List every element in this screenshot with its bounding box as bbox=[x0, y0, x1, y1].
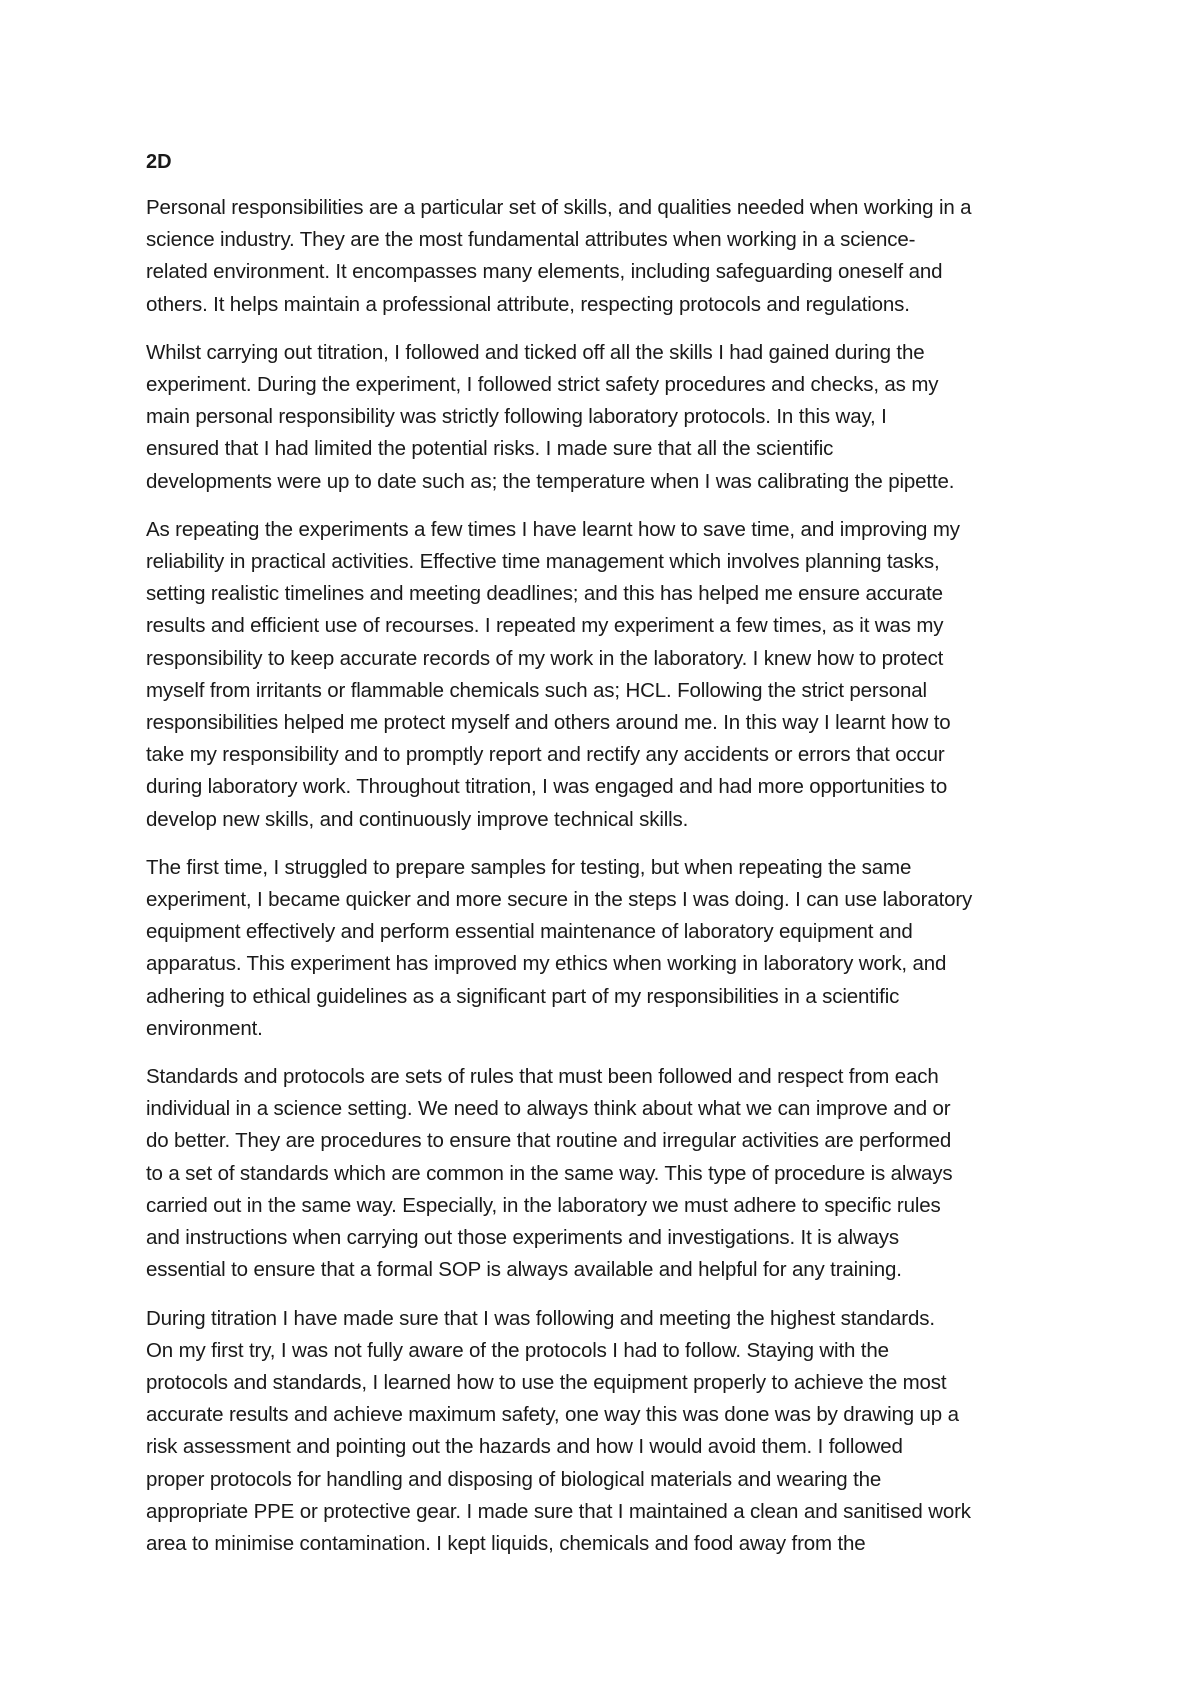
paragraph bbox=[146, 1303, 1070, 1561]
text-line: appropriate PPE or protective gear. I made sure that I maintained a clean and sanitised work bbox=[146, 1499, 971, 1523]
text-line: develop new skills, and continuously improve technical skills. bbox=[146, 807, 689, 831]
text-line: do better. They are procedures to ensure that routine and irregular activities are performed bbox=[146, 1129, 952, 1153]
text-line: science industry. They are the most fundamental attributes when working in a science- bbox=[146, 228, 916, 252]
text-line: equipment effectively and perform essential maintenance of laboratory equipment and bbox=[146, 920, 913, 944]
text-line: related environment. It encompasses many elements, including safeguarding oneself and bbox=[146, 260, 943, 284]
text-line: main personal responsibility was strictly following laboratory protocols. In this way, I bbox=[146, 405, 887, 429]
text-line: area to minimise contamination. I kept liquids, chemicals and food away from the bbox=[146, 1531, 866, 1555]
text-line: to a set of standards which are common in the same way. This type of procedure is always bbox=[146, 1161, 953, 1185]
text-line: responsibility to keep accurate records of my work in the laboratory. I knew how to protect bbox=[146, 646, 944, 670]
text-line: Whilst carrying out titration, I followed and ticked off all the skills I had gained during the bbox=[146, 340, 925, 364]
text-line: others. It helps maintain a professional attribute, respecting protocols and regulations. bbox=[146, 292, 910, 316]
text-line: During titration I have made sure that I was following and meeting the highest standards. bbox=[146, 1306, 935, 1330]
text-line: Standards and protocols are sets of rules that must been followed and respect from each bbox=[146, 1065, 939, 1089]
text-line: proper protocols for handling and disposing of biological materials and wearing the bbox=[146, 1467, 882, 1491]
text-line: The first time, I struggled to prepare samples for testing, but when repeating the same bbox=[146, 855, 912, 879]
text-line: myself from irritants or flammable chemicals such as; HCL. Following the strict personal bbox=[146, 678, 927, 702]
text-line: developments were up to date such as; the temperature when I was calibrating the pipette. bbox=[146, 469, 955, 493]
text-line: ensured that I had limited the potential risks. I made sure that all the scientific bbox=[146, 437, 834, 461]
text-line: take my responsibility and to promptly report and rectify any accidents or errors that occur bbox=[146, 743, 945, 767]
text-line: responsibilities helped me protect myself and others around me. In this way I learnt how to bbox=[146, 711, 951, 735]
document-page bbox=[146, 146, 1070, 1576]
text-line: apparatus. This experiment has improved my ethics when working in laboratory work, and bbox=[146, 952, 947, 976]
text-line: On my first try, I was not fully aware of the protocols I had to follow. Staying with the bbox=[146, 1338, 889, 1362]
paragraph bbox=[146, 192, 1070, 321]
text-line: protocols and standards, I learned how to use the equipment properly to achieve the most bbox=[146, 1370, 947, 1394]
text-line: experiment. During the experiment, I followed strict safety procedures and checks, as my bbox=[146, 373, 939, 397]
text-line: Personal responsibilities are a particular set of skills, and qualities needed when working in a bbox=[146, 196, 972, 219]
text-line: carried out in the same way. Especially, in the laboratory we must adhere to specific rules bbox=[146, 1193, 941, 1217]
section-heading: 2D bbox=[146, 151, 172, 173]
text-line: environment. bbox=[146, 1016, 263, 1040]
text-line: individual in a science setting. We need to always think about what we can improve and or bbox=[146, 1097, 951, 1121]
paragraph bbox=[146, 337, 1070, 498]
text-line: reliability in practical activities. Effective time management which involves planning tasks, bbox=[146, 550, 940, 574]
paragraph bbox=[146, 514, 1070, 836]
document-body bbox=[146, 192, 1070, 1560]
text-line: results and efficient use of recourses. I repeated my experiment a few times, as it was my bbox=[146, 614, 944, 638]
text-line: As repeating the experiments a few times I have learnt how to save time, and improving my bbox=[146, 517, 960, 541]
paragraph bbox=[146, 1061, 1070, 1286]
paragraph bbox=[146, 852, 1070, 1045]
text-line: during laboratory work. Throughout titration, I was engaged and had more opportunities to bbox=[146, 775, 948, 799]
text-line: experiment, I became quicker and more secure in the steps I was doing. I can use laboratory bbox=[146, 888, 973, 912]
text-line: accurate results and achieve maximum safety, one way this was done was by drawing up a bbox=[146, 1403, 959, 1427]
text-line: adhering to ethical guidelines as a significant part of my responsibilities in a scientific bbox=[146, 984, 900, 1008]
text-line: essential to ensure that a formal SOP is always available and helpful for any training. bbox=[146, 1258, 902, 1282]
text-line: risk assessment and pointing out the hazards and how I would avoid them. I followed bbox=[146, 1435, 903, 1459]
text-line: setting realistic timelines and meeting deadlines; and this has helped me ensure accurate bbox=[146, 582, 943, 606]
text-line: and instructions when carrying out those experiments and investigations. It is always bbox=[146, 1226, 899, 1250]
